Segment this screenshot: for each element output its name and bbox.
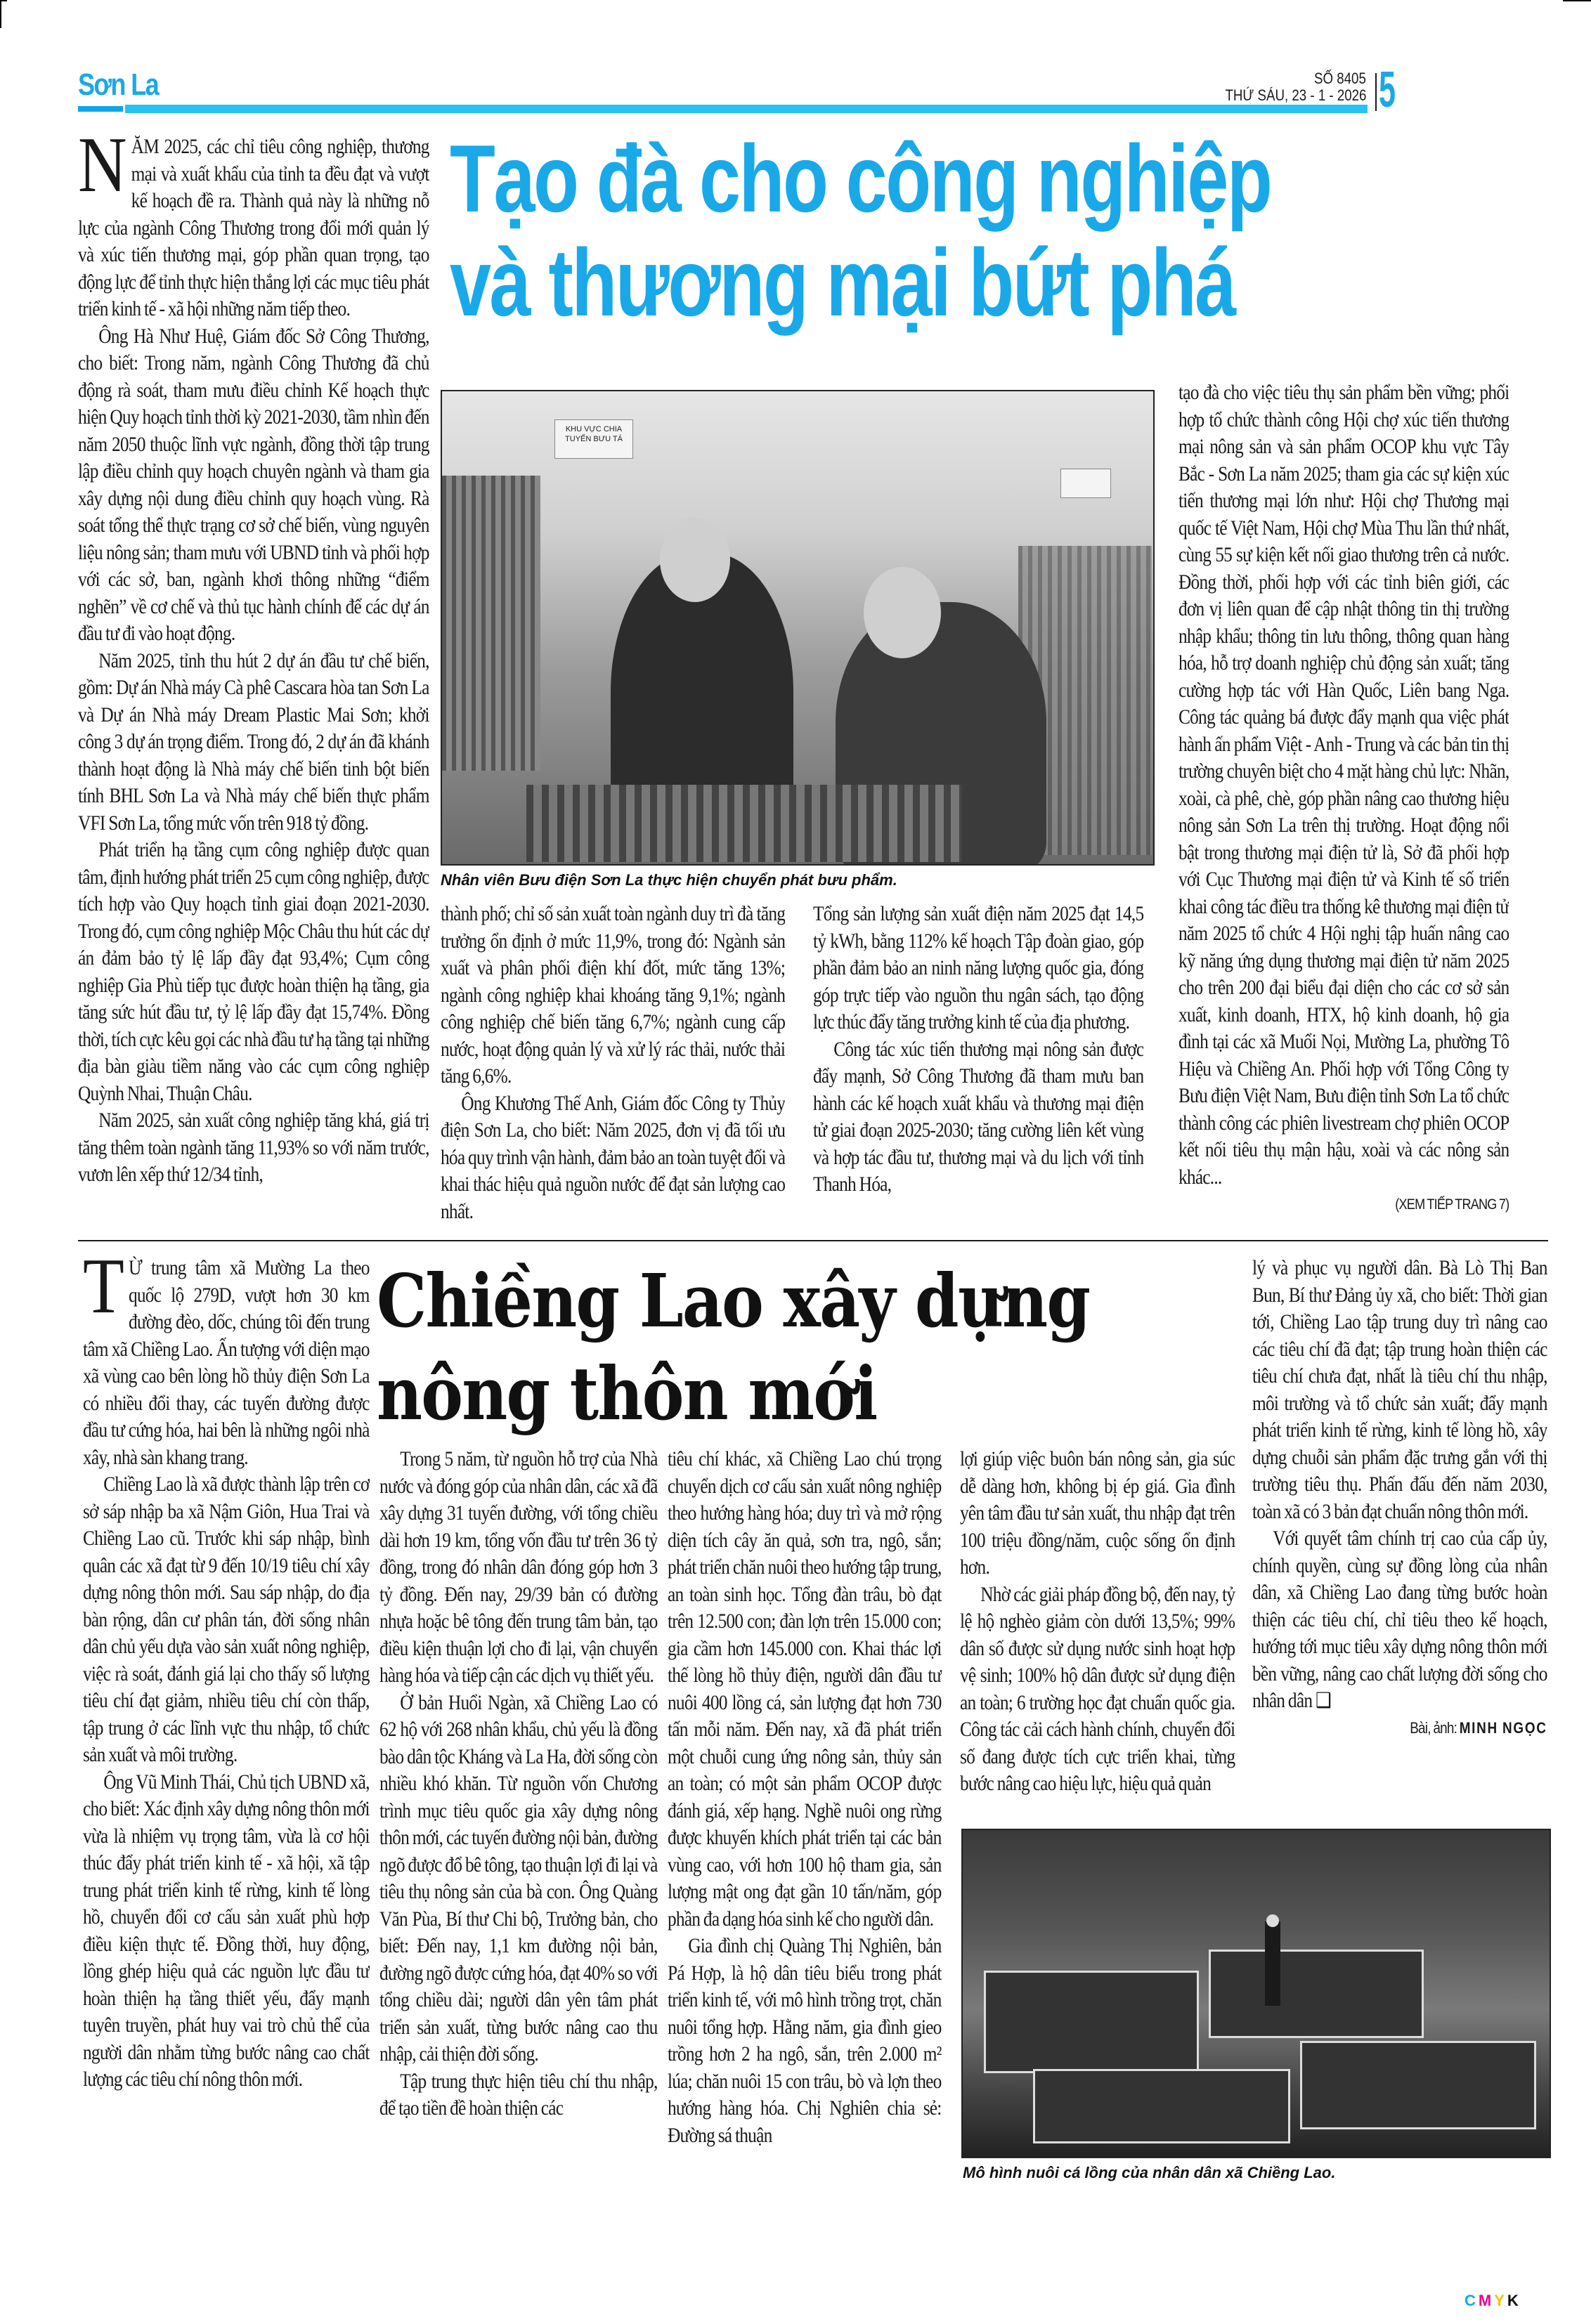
- header-accent-bar: [78, 106, 123, 112]
- paragraph: Phát triển hạ tầng cụm công nghiệp được quan tâm, định hướng phát triển 25 cụm công nghiệp, được tích hợp vào Quy hoạch tỉnh giai đoạn 2021-2030. Trong đó, cụm công nghiệp Mộc Châu thu hút các dự án đảm bảo tỷ lệ lấp đầy đạt 93,4%; Cụm công nghiệp Gia Phù tiếp tục được hoàn thiện hạ tầng, gia tăng sức hút đầu tư, tỷ lệ lấp đầy đạt 15,74%. Đồng thời, tích cực kêu gọi các nhà đầu tư hạ tầng tại những địa bàn giàu tiềm năng vào các cụm công nghiệp Quỳnh Nhai, Thuận Châu.: [78, 839, 429, 1105]
- photo-cage: [1209, 1950, 1424, 2038]
- cmyk-print-marks: [1465, 2292, 1521, 2310]
- paragraph: Tổng sản lượng sản xuất điện năm 2025 đạt 14,5 tỷ kWh, bằng 112% kế hoạch Tập đoàn giao, góp phần đảm bảo an ninh năng lượng quốc gia, đóng góp trực tiếp vào nguồn thu ngân sách, tạo động lực thúc đẩy tăng trưởng kinh tế của địa phương.: [813, 903, 1143, 1033]
- section-divider: [78, 1240, 1548, 1241]
- paragraph: Năm 2025, sản xuất công nghiệp tăng khá, giá trị tăng thêm toàn ngành tăng 11,93% so với năm trước, vươn lên xếp thứ 12/34 tỉnh,: [78, 1109, 429, 1186]
- section-title: Sơn La: [78, 67, 159, 102]
- dropcap: N: [78, 133, 126, 209]
- paragraph: Ở bản Huổi Ngàn, xã Chiềng Lao có 62 hộ với 268 nhân khẩu, chủ yếu là đồng bào dân tộc Kháng và La Ha, đời sống còn nhiều khó khăn. Từ nguồn vốn Chương trình mục tiêu quốc gia xây dựng nông thôn mới, các tuyến đường nội bản, đường ngõ được đổ bê tông, tạo thuận lợi đi lại và tiêu thụ nông sản của bà con. Ông Quàng Văn Pùa, Bí thư Chi bộ, Trưởng bản, cho biết: Đến nay, 1,1 km đường nội bản, đường ngõ được cứng hóa, đạt 40% so với tổng chiều dài; người dân yên tâm phát triển sản xuất, từng bước nâng cao thu nhập, cải thiện đời sống.: [379, 1691, 658, 2065]
- article2-column-1: [83, 1255, 370, 2273]
- photo-face: [864, 567, 941, 658]
- paragraph: lý và phục vụ người dân. Bà Lò Thị Ban Bun, Bí thư Đảng ủy xã, cho biết: Thời gian tới, Chiềng Lao tập trung duy trì nâng cao các tiêu chí đã đạt; tập trung hoàn thiện các tiêu chí chưa đạt, nhất là tiêu chí thu nhập, môi trường và tổ chức sản xuất; đẩy mạnh phát triển kinh tế rừng, kinh tế lòng hồ, xây dựng chuỗi sản phẩm đặc trưng gắn với thị trường tiêu thụ. Phấn đấu đến năm 2030, toàn xã có 3 bản đạt chuẩn nông thôn mới.: [1252, 1257, 1547, 1523]
- photo-post-office-staff: [441, 390, 1155, 866]
- headline-line: và thương mại bứt phá: [450, 229, 1235, 336]
- column-text: [78, 133, 429, 1189]
- column-text: [1252, 1255, 1547, 1739]
- article2-column-2: [379, 1446, 658, 2275]
- article1-column-3: [813, 901, 1143, 1229]
- article1-column-1: [78, 133, 429, 1229]
- column-text: [441, 901, 785, 1225]
- paragraph: [83, 1255, 370, 1471]
- photo-caption: Nhân viên Bưu điện Sơn La thực hiện chuyển phát bưu phẩm.: [441, 871, 897, 889]
- article2-headline: [377, 1255, 1120, 1444]
- page-number: 5: [1379, 62, 1396, 118]
- paragraph: [78, 133, 429, 323]
- byline-prefix: Bài, ảnh:: [1410, 1718, 1457, 1737]
- article2-column-3: [668, 1446, 942, 2275]
- header-divider: [1375, 73, 1377, 111]
- issue-date: THỨ SÁU, 23 - 1 - 2026: [1225, 86, 1366, 104]
- paragraph: Trong 5 năm, từ nguồn hỗ trợ của Nhà nước và đóng góp của nhân dân, các xã đã xây dựng 31 tuyến đường, với tổng chiều dài hơn 19 km, tổng vốn đầu tư trên 36 tỷ đồng, trong đó nhân dân đóng góp hơn 3 tỷ đồng. Đến nay, 29/39 bản có đường nhựa hoặc bê tông đến trung tâm bản, tạo điều kiện thuận lợi cho đi lại, vận chuyển hàng hóa và tiếp cận các dịch vụ thiết yếu.: [379, 1448, 658, 1687]
- column-text: [813, 901, 1143, 1199]
- photo-shelf: [442, 476, 540, 771]
- headline-line: Chiềng Lao xây dựng: [377, 1258, 1090, 1344]
- dropcap: T: [83, 1255, 124, 1330]
- paragraph: Ông Vũ Minh Thái, Chủ tịch UBND xã, cho biết: Xác định xây dựng nông thôn mới vừa là nhiệm vụ trọng tâm, vừa là cơ hội thúc đẩy phát triển kinh tế - xã hội, xã tập trung phát triển kinh tế rừng, kinh tế lòng hồ, chuyển đổi cơ cấu sản xuất phù hợp điều kiện thực tế. Đồng thời, huy động, lồng ghép hiệu quả các nguồn lực đầu tư hoàn thiện hạ tầng thiết yếu, đẩy mạnh tuyên truyền, phát huy vai trò chủ thể của người dân nhằm từng bước nâng cao chất lượng các tiêu chí nông thôn mới.: [83, 1770, 370, 2091]
- paragraph: Gia đình chị Quàng Thị Nghiên, bản Pá Hợp, là hộ dân tiêu biểu trong phát triển kinh tế, với mô hình trồng trọt, chăn nuôi tổng hợp. Hằng năm, gia đình gieo trồng hơn 2 ha ngô, sắn, trên 2.000 m² lúa; chăn nuôi 15 con trâu, bò và lợn theo hướng hàng hóa. Chị Nghiên chia sẻ: Đường sá thuận: [668, 1935, 942, 2147]
- photo-sign: KHU VỰC CHIA TUYẾN BƯU TÁ: [554, 419, 633, 459]
- paragraph: tiêu chí khác, xã Chiềng Lao chú trọng chuyển dịch cơ cấu sản xuất nông nghiệp theo hướng hàng hóa; duy trì và mở rộng diện tích cây ăn quả, sơn tra, ngô, sắn; phát triển chăn nuôi theo hướng tập trung, an toàn sinh học. Tổng đàn trâu, bò đạt trên 12.500 con; đàn lợn trên 15.000 con; gia cầm hơn 145.000 con. Khai thác lợi thế lòng hồ thủy điện, người dân đầu tư nuôi 400 lồng cá, sản lượng đạt hơn 730 tấn mỗi năm. Đến nay, xã đã phát triển một chuỗi cung ứng nông sản, thủy sản an toàn; có một sản phẩm OCOP được đánh giá, xếp hạng. Nghề nuôi ong rừng được khuyến khích phát triển tại các bản vùng cao, với hơn 100 hộ tham gia, sản lượng mật ong đạt gần 10 tấn/năm, góp phần đa dạng hóa sinh kế cho người dân.: [668, 1448, 942, 1931]
- byline-author: MINH NGỌC: [1459, 1718, 1547, 1737]
- photo-caption: Mô hình nuôi cá lồng của nhân dân xã Chiềng Lao.: [963, 2164, 1336, 2181]
- column-text: [1178, 379, 1509, 1215]
- paragraph: tạo đà cho việc tiêu thụ sản phẩm bền vững; phối hợp tổ chức thành công Hội chợ xúc tiến thương mại nông sản và sản phẩm OCOP khu vực Tây Bắc - Sơn La năm 2025; tham gia các sự kiện xúc tiến thương mại lớn như: Hội chợ Thương mại quốc tế Việt Nam, Hội chợ Mùa Thu lần thứ nhất, cùng 55 sự kiện kết nối giao thương trên cả nước. Đồng thời, phối hợp với các tỉnh biên giới, các đơn vị liên quan để cập nhật thông tin thị trường nhập khẩu; thông tin lưu thông, thông quan hàng hóa, hỗ trợ doanh nghiệp chủ động sản xuất; tăng cường hợp tác với Hàn Quốc, Liên bang Nga. Công tác quảng bá được đẩy mạnh qua việc phát hành ấn phẩm Việt - Anh - Trung và các bản tin thị trường chuyên biệt cho 4 mặt hàng chủ lực: Nhãn, xoài, cà phê, chè, góp phần nâng cao thương hiệu nông sản Sơn La trên thị trường. Hoạt động nổi bật trong thương mại điện tử là, Sở đã phối hợp với Cục Thương mại điện tử và Kinh tế số triển khai công tác điều tra thống kê thương mại điện tử năm 2025 tổ chức 4 Hội nghị tập huấn nâng cao kỹ năng ứng dụng thương mại điện tử năm 2025 cho trên 200 đại biểu đại diện cho các cơ sở sản xuất, kinh doanh, HTX, hộ kinh doanh, hộ gia đình tại các xã Muổi Nọi, Mường La, phường Tô Hiệu và Chiềng An. Phối hợp với Tổng Công ty Bưu điện Việt Nam, Bưu điện tỉnh Sơn La tổ chức thành công các phiên livestream chợ phiên OCOP kết nối tiêu thụ mận hậu, xoài và các nông sản khác...: [1178, 381, 1509, 1189]
- paragraph: Tập trung thực hiện tiêu chí thu nhập, để tạo tiền đề hoàn thiện các: [379, 2070, 658, 2120]
- paragraph: Nhờ các giải pháp đồng bộ, đến nay, tỷ lệ hộ nghèo giảm còn dưới 13,5%; 99% dân số được sử dụng nước sinh hoạt hợp vệ sinh; 100% hộ dân được sử dụng điện an toàn; 6 trường học đạt chuẩn quốc gia. Công tác cải cách hành chính, chuyển đổi số đang được tích cực triển khai, từng bước nâng cao hiệu lực, hiệu quả quản: [960, 1583, 1235, 1795]
- paragraph: thành phố; chỉ số sản xuất toàn ngành duy trì đà tăng trưởng ổn định ở mức 11,9%, trong đó: Ngành sản xuất và phân phối điện khí đốt, mức tăng 13%; ngành công nghiệp khai khoáng tăng 9,1%; ngành công nghiệp chế biến tăng 6,7%; ngành cung cấp nước, hoạt động quản lý và xử lý rác thải, nước thải tăng 6,6%.: [441, 903, 785, 1088]
- issue-number: SỐ 8405: [1314, 70, 1366, 87]
- photo-sign: [1060, 469, 1111, 498]
- photo-fish-cages: [961, 1829, 1551, 2158]
- cmyk-y: Y: [1494, 2292, 1507, 2309]
- paragraph: Chiềng Lao là xã được thành lập trên cơ sở sáp nhập ba xã Nậm Giôn, Hua Trai và Chiềng Lao cũ. Trước khi sáp nhập, bình quân các xã đạt từ 9 đến 10/19 tiêu chí xây dựng nông thôn mới. Sau sáp nhập, do địa bàn rộng, dân cư phân tán, đời sống nhân dân chủ yếu dựa vào sản xuất nông nghiệp, việc rà soát, đánh giá lại cho thấy số lượng tiêu chí đạt giảm, nhiều tiêu chí còn thấp, tập trung ở các lĩnh vực thu nhập, tổ chức sản xuất và môi trường.: [83, 1473, 370, 1766]
- paragraph: lợi giúp việc buôn bán nông sản, gia súc dễ dàng hơn, không bị ép giá. Gia đình yên tâm đầu tư sản xuất, thu nhập đạt trên 100 triệu đồng/năm, cuộc sống ổn định hơn.: [960, 1448, 1235, 1579]
- column-text: [668, 1446, 942, 2149]
- paragraph: Năm 2025, tỉnh thu hút 2 dự án đầu tư chế biến, gồm: Dự án Nhà máy Cà phê Cascara hòa tan Sơn La và Dự án Nhà máy Dream Plastic Mai Sơn; khởi công 3 dự án trọng điểm. Trong đó, 2 dự án đã khánh thành hoạt động là Nhà máy chế biến tinh bột biến tính BHL Sơn La và Nhà máy chế biến thực phẩm VFI Sơn La, tổng mức vốn trên 918 tỷ đồng.: [78, 649, 429, 835]
- photo-cage: [984, 1971, 1199, 2073]
- photo-face: [1266, 1914, 1279, 1927]
- photo-person: [1265, 1921, 1280, 2006]
- photo-cage: [1300, 2041, 1536, 2129]
- cmyk-k: K: [1507, 2292, 1521, 2309]
- photo-face: [660, 518, 730, 602]
- column-text: [379, 1446, 658, 2122]
- article1-headline: [450, 126, 1305, 344]
- headline-line: Tạo đà cho công nghiệp: [450, 125, 1271, 232]
- paragraph: Công tác xúc tiến thương mại nông sản được đẩy mạnh, Sở Công Thương đã tham mưu ban hành các kế hoạch xuất khẩu và thương mại điện tử giai đoạn 2025-2030; tăng cường liên kết vùng và hợp tác đầu tư, thương mại và du lịch với tỉnh Thanh Hóa,: [813, 1038, 1143, 1196]
- crop-mark: [0, 0, 1, 28]
- article1-column-4: [1178, 379, 1509, 1229]
- article1-column-2: [441, 901, 785, 1229]
- paragraph-text: Ừ trung tâm xã Mường La theo quốc lộ 279D, vượt hơn 30 km đường đèo, dốc, chúng tôi đến trung tâm xã Chiềng Lao. Ấn tượng với diện mạo xã vùng cao bên lòng hồ thủy điện Sơn La có nhiều đổi thay, các tuyến đường được đầu tư cứng hóa, hai bên là những ngôi nhà xây, nhà sàn khang trang.: [83, 1257, 370, 1469]
- photo-tray: [526, 785, 962, 862]
- photo-cage: [1033, 2069, 1290, 2143]
- paragraph-text: ĂM 2025, các chỉ tiêu công nghiệp, thương mại và xuất khẩu của tỉnh ta đều đạt và vượt kế hoạch đề ra. Thành quả này là những nỗ lực của ngành Công Thương trong đổi mới quản lý và xúc tiến thương mại, góp phần quan trọng, tạo động lực để tỉnh thực hiện thắng lợi các mục tiêu phát triển kinh tế - xã hội những năm tiếp theo.: [78, 136, 429, 320]
- column-text: [960, 1446, 1235, 1798]
- article2-column-4: [960, 1446, 1235, 1820]
- column-text: [83, 1255, 370, 2094]
- header-rule: [125, 105, 1368, 113]
- continued-on-page-link[interactable]: (XEM TIẾP TRANG 7): [1395, 1196, 1509, 1213]
- article2-column-5: [1252, 1255, 1547, 1820]
- headline-line: nông thôn mới: [377, 1350, 877, 1437]
- byline: [1252, 1718, 1547, 1739]
- paragraph: Ông Khương Thế Anh, Giám đốc Công ty Thủy điện Sơn La, cho biết: Năm 2025, đơn vị đã tối ưu hóa quy trình vận hành, đảm bảo an toàn tuyệt đối và khai thác hiệu quả nguồn nước để đạt sản lượng cao nhất.: [441, 1092, 785, 1223]
- cmyk-c: C: [1465, 2292, 1479, 2309]
- crop-mark: [0, 0, 7, 1]
- crop-mark: [1563, 0, 1591, 1]
- paragraph: Với quyết tâm chính trị cao của cấp ủy, chính quyền, cùng sự đồng lòng của nhân dân, xã Chiềng Lao đang từng bước hoàn thiện các tiêu chí, chỉ tiêu theo kế hoạch, hướng tới mục tiêu xây dựng nông thôn mới bền vững, nâng cao chất lượng đời sống cho nhân dân ❑: [1252, 1527, 1547, 1712]
- cmyk-m: M: [1478, 2292, 1495, 2309]
- paragraph: Ông Hà Như Huệ, Giám đốc Sở Công Thương, cho biết: Trong năm, ngành Công Thương đã chủ động rà soát, tham mưu điều chỉnh Kế hoạch thực hiện Quy hoạch tỉnh thời kỳ 2021-2030, tầm nhìn đến năm 2050 thuộc lĩnh vực ngành, đồng thời tập trung lập điều chỉnh quy hoạch chuyên ngành và tham gia xây dựng nội dung điều chỉnh quy hoạch vùng. Rà soát tổng thể thực trạng cơ sở chế biến, vùng nguyên liệu nông sản; tham mưu với UBND tỉnh và phối hợp với các sở, ban, ngành khơi thông những “điểm nghẽn” về cơ chế và thủ tục hành chính để các dự án đầu tư đi vào hoạt động.: [78, 325, 429, 645]
